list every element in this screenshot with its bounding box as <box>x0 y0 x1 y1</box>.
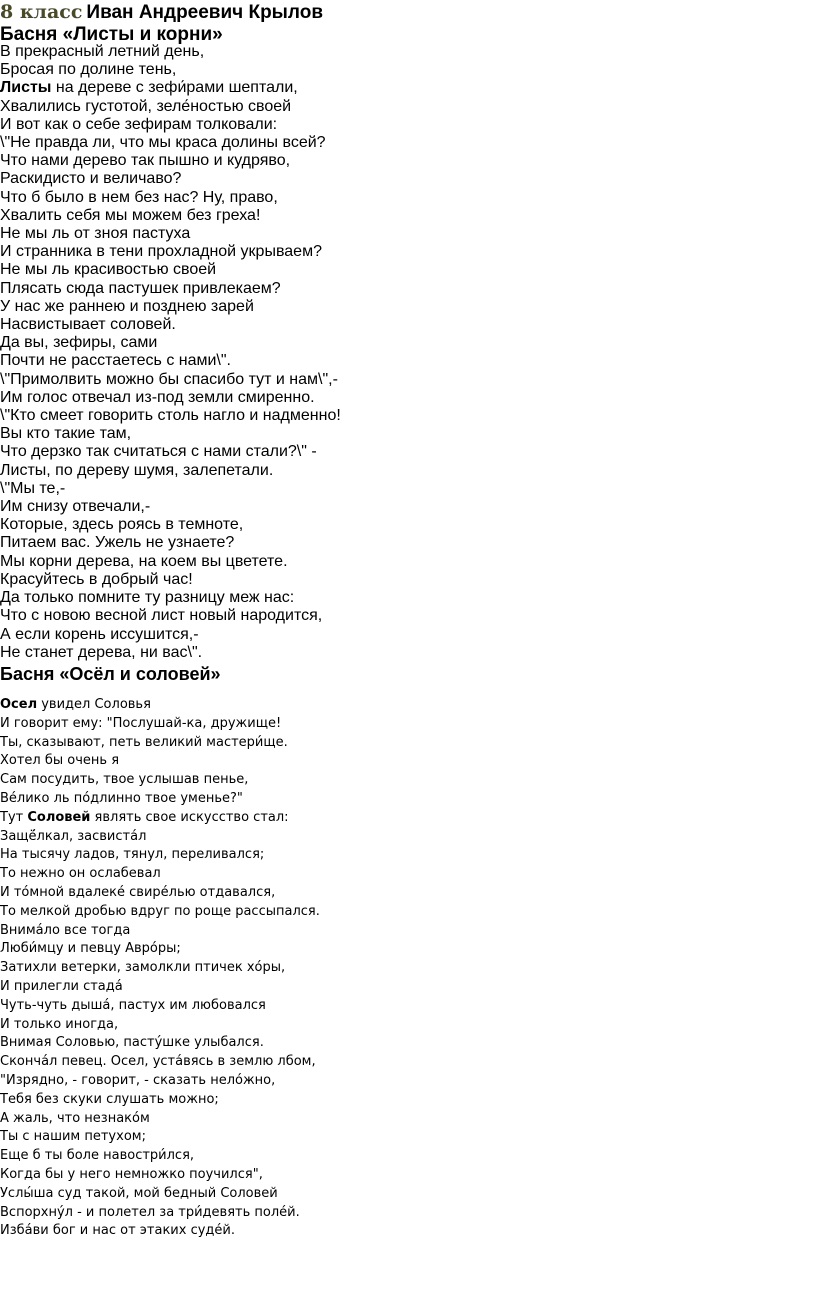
poem-line: Внимая Соловью, пасту́шке улыбался. <box>0 1035 264 1051</box>
poem-line: Бросая по долине тень, <box>0 61 177 79</box>
poem-line: И говорит ему: "Послушай-ка, дружище! <box>0 715 282 731</box>
poem-line: "Изрядно, - говорит, - сказать нело́жно, <box>0 1072 276 1088</box>
poem-line: Что нами дерево так пышно и кудряво, <box>0 152 291 170</box>
poem-line: Листы, по дереву шумя, залепетали. <box>0 461 274 479</box>
poem-line: Вспорхну́л - и полетел за три́девять поле́й. <box>0 1204 300 1220</box>
poem-line: А жаль, что незнако́м <box>0 1110 150 1126</box>
poem-line: Люби́мцу и певцу Авро́ры; <box>0 941 181 957</box>
poem-line: У нас же раннею и позднею зарей <box>0 297 254 315</box>
poem-line: Не станет дерева, ни вас\". <box>0 643 203 661</box>
poem-line: Им голос отвечал из-под земли смиренно. <box>0 388 315 406</box>
poem-line: Плясать сюда пастушек привлекаем? <box>0 279 281 297</box>
poem-line: Вы кто такие там, <box>0 425 132 443</box>
poem-line: Красуйтесь в добрый час! <box>0 570 193 588</box>
poem-line: Сам посудить, твое услышав пенье, <box>0 772 249 788</box>
poem-line: Ве́лико ль по́длинно твое уменье?" <box>0 790 243 806</box>
fable-text-donkey-and-nightingale <box>0 696 320 1241</box>
poem-line: Которые, здесь роясь в темноте, <box>0 516 244 534</box>
poem-line: Ты с нашим петухом; <box>0 1129 146 1145</box>
poem-line: То мелкой дробью вдруг по роще рассыпался. <box>0 903 320 919</box>
grade-label: 8 класс <box>0 1 83 23</box>
poem-line: И вот как о себе зефирам толковали: <box>0 115 278 133</box>
poem-line: Ты, сказывают, петь великий мастери́ще. <box>0 734 288 750</box>
poem-line: Сконча́л певец. Осел, уста́вясь в землю лбом, <box>0 1054 316 1070</box>
poem-line: Не мы ль от зноя пастуха <box>0 225 191 243</box>
poem-line: Листы на дереве с зефи́рами шептали, <box>0 79 298 97</box>
document-heading <box>0 1 323 24</box>
poem-line: Им снизу отвечали,- <box>0 498 151 516</box>
author-name: Иван Андреевич Крылов <box>86 2 324 23</box>
poem-line: Защё́лкал, засвиста́л <box>0 828 147 844</box>
poem-line: Что дерзко так считаться с нами стали?\" - <box>0 443 317 461</box>
poem-line: Насвистывает соловей. <box>0 316 176 334</box>
fable-text-leaves-and-roots <box>0 43 341 662</box>
poem-line: Мы корни дерева, на коем вы цветете. <box>0 552 288 570</box>
poem-line: Почти не расстаетесь с нами\". <box>0 352 231 370</box>
poem-line: Услы́ша суд такой, мой бедный Соловей <box>0 1185 278 1201</box>
poem-line: Тут Соловей являть свое искусство стал: <box>0 809 289 825</box>
poem-line: В прекрасный летний день, <box>0 43 205 60</box>
poem-line: Еще б ты боле навостри́лся, <box>0 1148 195 1164</box>
poem-line: Да вы, зефиры, сами <box>0 334 158 352</box>
poem-line: И странника в тени прохладной укрываем? <box>0 243 322 261</box>
fable-title-donkey-and-nightingale: Басня «Осёл и соловей» <box>0 664 221 684</box>
poem-line: \"Кто смеет говорить столь нагло и надменно! <box>0 407 341 425</box>
poem-line: Не мы ль красивостью своей <box>0 261 217 279</box>
poem-line: Затихли ветерки, замолкли птичек хо́ры, <box>0 960 286 976</box>
poem-line: На тысячу ладов, тянул, переливался; <box>0 847 265 863</box>
poem-line: Хотел бы очень я <box>0 753 120 769</box>
poem-line: Тебя без скуки слушать можно; <box>0 1091 219 1107</box>
poem-line: Внима́ло все тогда <box>0 922 131 938</box>
poem-line: А если корень иссушится,- <box>0 625 199 643</box>
poem-line: И прилегли стада́ <box>0 978 123 994</box>
poem-line: То нежно он ослабевал <box>0 866 161 882</box>
poem-line: Хвалились густотой, зеле́ностью своей <box>0 97 292 115</box>
poem-line: \"Примолвить можно бы спасибо тут и нам\",- <box>0 370 338 388</box>
poem-line: И то́мной вдалеке́ свире́лью отдавался, <box>0 884 276 900</box>
poem-line: Когда бы у него немножко поучился", <box>0 1166 263 1182</box>
fable-title-leaves-and-roots: Басня «Листы и корни» <box>0 24 223 45</box>
poem-line: Что б было в нем без нас? Ну, право, <box>0 188 278 206</box>
poem-line: Да только помните ту разницу меж нас: <box>0 589 295 607</box>
poem-line: Раскидисто и величаво? <box>0 170 182 188</box>
poem-line: \"Мы те,- <box>0 479 66 497</box>
poem-line: Осел увидел Соловья <box>0 697 151 712</box>
poem-line: Питаем вас. Ужель не узнаете? <box>0 534 235 552</box>
poem-line: Изба́ви бог и нас от этаких суде́й. <box>0 1223 235 1239</box>
poem-line: И только иногда, <box>0 1016 119 1032</box>
poem-line: Хвалить себя мы можем без греха! <box>0 206 261 224</box>
poem-line: \"Не правда ли, что мы краса долины всей? <box>0 134 326 152</box>
poem-line: Чуть-чуть дыша́, пастух им любовался <box>0 997 266 1013</box>
poem-line: Что с новою весной лист новый народится, <box>0 607 323 625</box>
